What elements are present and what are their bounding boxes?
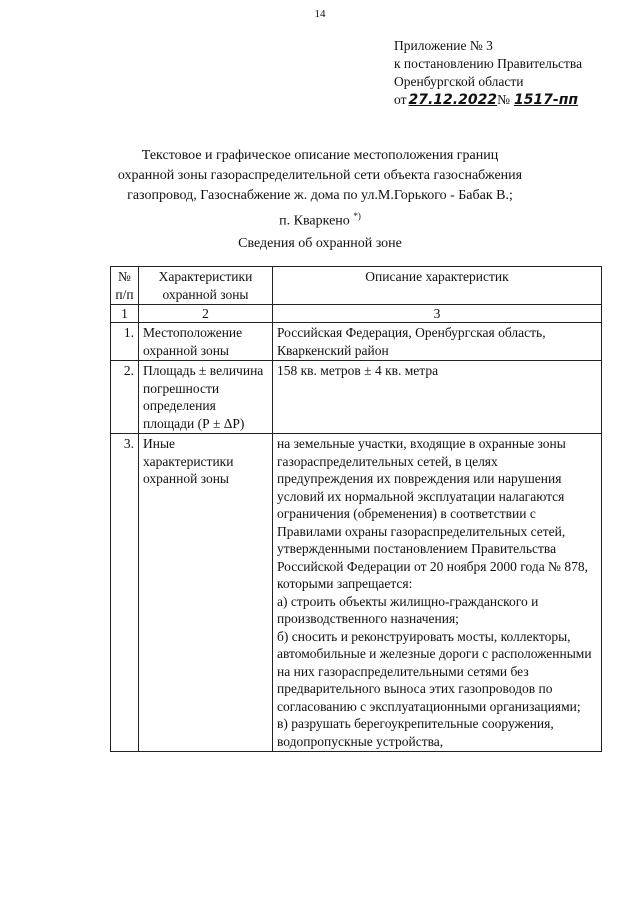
column-number-3: 3 [273, 305, 602, 323]
column-number-1: 1 [111, 305, 139, 323]
description-paragraph: на земельные участки, входящие в охранные зоны газораспределительных сетей, в целях предупреждения их повреждения или нарушения условий их нормальной эксплуатации налагаются ограничения (обременения) в соответствии с Правилами охраны газораспределительных сетей, утвержденными постановлением Правительства Российской Федерации от 20 ноября 2000 года № 878, которыми запрещается: [277, 436, 588, 591]
title-locality: п. Кваркено [279, 213, 350, 229]
handwritten-number: 1517-пп [513, 92, 579, 108]
row-characteristic: Местоположение охранной зоны [139, 323, 273, 361]
row-number: 2. [111, 361, 139, 434]
row-description: Российская Федерация, Оренбургская область, Кваркенский район [273, 323, 602, 361]
section-subtitle: Сведения об охранной зоне [238, 236, 402, 251]
handwritten-date: 27.12.2022 [408, 92, 498, 108]
column-numbering-row [111, 305, 602, 323]
appendix-line-3: Оренбургской области [394, 74, 524, 89]
table-row [111, 361, 602, 434]
row-description: 158 кв. метров ± 4 кв. метра [273, 361, 602, 434]
appendix-line-2: к постановлению Правительства [394, 56, 583, 71]
header-description: Описание характеристик [273, 267, 602, 305]
appendix-date-line [394, 91, 582, 109]
appendix-block [394, 37, 582, 109]
table-row [111, 323, 602, 361]
row-description [273, 434, 602, 752]
title-line-2: охранной зоны газораспределительной сети объекта газоснабжения [117, 168, 523, 183]
protection-zone-table [110, 266, 602, 752]
header-characteristic: Характеристики охранной зоны [139, 267, 273, 305]
number-prefix: № [497, 92, 510, 107]
title-line-3: газопровод, Газоснабжение ж. дома по ул.М.Горького - Бабак В.; [127, 188, 513, 203]
column-number-2: 2 [139, 305, 273, 323]
row-number: 3. [111, 434, 139, 752]
footnote-mark: *) [353, 211, 361, 221]
description-item-b: б) сносить и реконструировать мосты, коллекторы, автомобильные и железные дороги с расположенными на них газораспределительными сетями без предварительного выноса этих газопроводов по согласованию с эксплуатационными организациями; [277, 628, 592, 714]
appendix-line-1: Приложение № 3 [394, 38, 493, 53]
date-prefix: от [394, 92, 407, 107]
title-line-1: Текстовое и графическое описание местоположения границ [141, 148, 499, 163]
row-number: 1. [111, 323, 139, 361]
description-item-c: в) разрушать берегоукрепительные сооружения, водопропускные устройства, [277, 716, 554, 749]
header-number: № п/п [111, 267, 139, 305]
title-line-4 [80, 206, 560, 232]
row-characteristic: Иные характеристики охранной зоны [139, 434, 273, 752]
description-item-a: а) строить объекты жилищно-гражданского и производственного назначения; [277, 593, 539, 626]
table-row [111, 434, 602, 752]
page-number: 14 [314, 8, 326, 20]
table-header-row [111, 267, 602, 305]
document-title [80, 146, 560, 232]
row-characteristic: Площадь ± величина погрешности определения площади (Р ± ΔР) [139, 361, 273, 434]
